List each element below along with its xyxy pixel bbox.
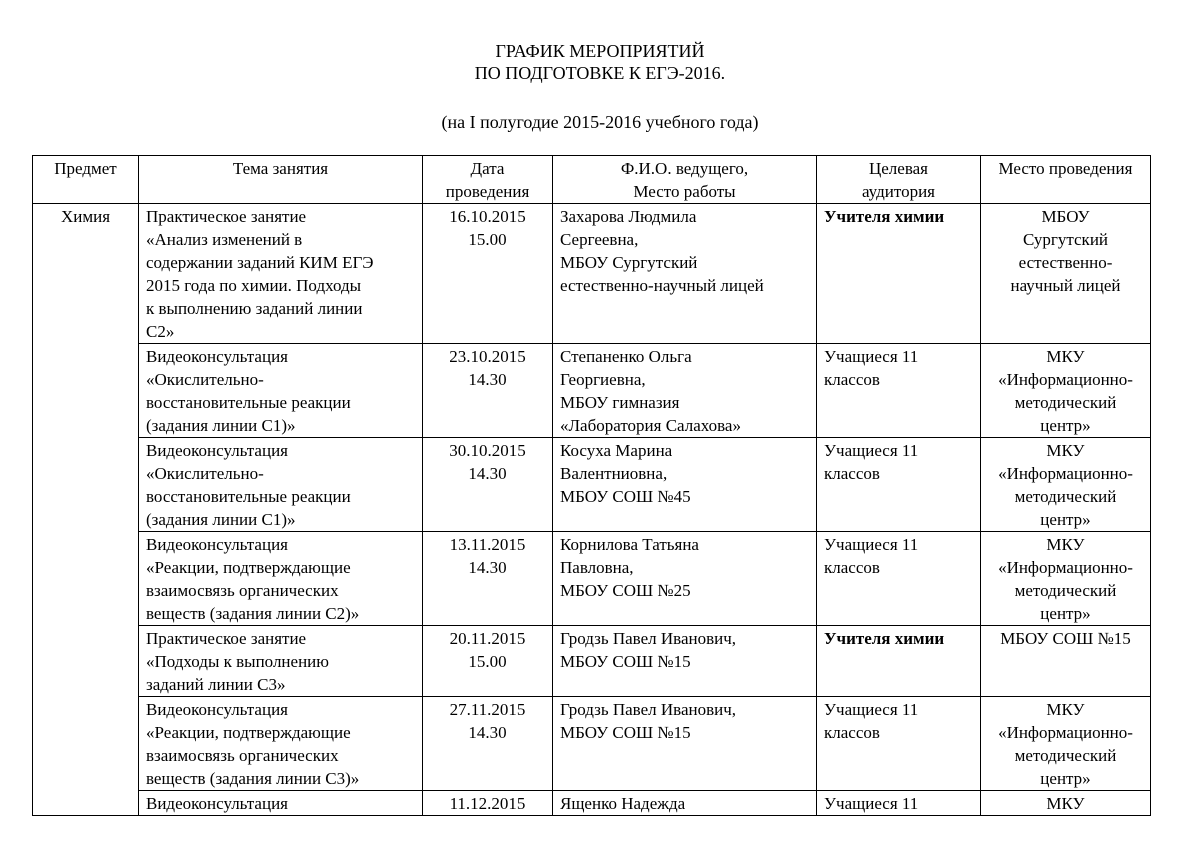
leader-cell: Гродзь Павел Иванович, МБОУ СОШ №15 (553, 626, 817, 697)
table-row (33, 204, 1151, 344)
topic-cell: Практическое занятие «Анализ изменений в содержании заданий КИМ ЕГЭ 2015 года по химии. Подходы к выполнению заданий линии С2» (139, 204, 423, 344)
audience-cell: Учащиеся 11 классов (817, 438, 981, 532)
audience-cell: Учителя химии (817, 626, 981, 697)
table-header-row (33, 156, 1151, 204)
header-leader: Ф.И.О. ведущего, Место работы (553, 156, 817, 204)
audience-cell: Учащиеся 11 классов (817, 532, 981, 626)
document-title-line-2: ПО ПОДГОТОВКЕ К ЕГЭ-2016. (474, 63, 726, 83)
header-date: Дата проведения (423, 156, 553, 204)
audience-cell: Учителя химии (817, 204, 981, 344)
date-cell: 20.11.2015 15.00 (423, 626, 553, 697)
place-cell: МКУ «Информационно- методический центр» (981, 697, 1151, 791)
place-cell: МКУ (981, 791, 1151, 816)
table-row (33, 344, 1151, 438)
place-cell: МКУ «Информационно- методический центр» (981, 438, 1151, 532)
date-cell: 27.11.2015 14.30 (423, 697, 553, 791)
leader-cell: Захарова Людмила Сергеевна, МБОУ Сургутский естественно-научный лицей (553, 204, 817, 344)
audience-cell: Учащиеся 11 классов (817, 344, 981, 438)
leader-cell: Корнилова Татьяна Павловна, МБОУ СОШ №25 (553, 532, 817, 626)
schedule-table (32, 155, 1151, 816)
topic-cell: Видеоконсультация (139, 791, 423, 816)
place-cell: МБОУ Сургутский естественно- научный лицей (981, 204, 1151, 344)
header-topic: Тема занятия (139, 156, 423, 204)
header-audience: Целевая аудитория (817, 156, 981, 204)
document-title-line-1: ГРАФИК МЕРОПРИЯТИЙ (495, 41, 705, 61)
document-subtitle: (на I полугодие 2015-2016 учебного года) (441, 112, 759, 132)
table-row (33, 791, 1151, 816)
date-cell: 30.10.2015 14.30 (423, 438, 553, 532)
table-row (33, 438, 1151, 532)
table-row (33, 626, 1151, 697)
leader-cell: Степаненко Ольга Георгиевна, МБОУ гимназия «Лаборатория Салахова» (553, 344, 817, 438)
place-cell: МКУ «Информационно- методический центр» (981, 532, 1151, 626)
audience-cell: Учащиеся 11 классов (817, 697, 981, 791)
subject-cell: Химия (33, 204, 139, 816)
header-place: Место проведения (981, 156, 1151, 204)
date-cell: 11.12.2015 (423, 791, 553, 816)
date-cell: 16.10.2015 15.00 (423, 204, 553, 344)
leader-cell: Ященко Надежда (553, 791, 817, 816)
table-row (33, 697, 1151, 791)
topic-cell: Видеоконсультация «Реакции, подтверждающие взаимосвязь органических веществ (задания линии С3)» (139, 697, 423, 791)
place-cell: МКУ «Информационно- методический центр» (981, 344, 1151, 438)
table-row (33, 532, 1151, 626)
place-cell: МБОУ СОШ №15 (981, 626, 1151, 697)
topic-cell: Видеоконсультация «Реакции, подтверждающие взаимосвязь органических веществ (задания линии С2)» (139, 532, 423, 626)
leader-cell: Гродзь Павел Иванович, МБОУ СОШ №15 (553, 697, 817, 791)
date-cell: 23.10.2015 14.30 (423, 344, 553, 438)
leader-cell: Косуха Марина Валентниовна, МБОУ СОШ №45 (553, 438, 817, 532)
audience-cell: Учащиеся 11 (817, 791, 981, 816)
topic-cell: Видеоконсультация «Окислительно- восстановительные реакции (задания линии С1)» (139, 344, 423, 438)
topic-cell: Практическое занятие «Подходы к выполнению заданий линии С3» (139, 626, 423, 697)
header-subject: Предмет (33, 156, 139, 204)
date-cell: 13.11.2015 14.30 (423, 532, 553, 626)
topic-cell: Видеоконсультация «Окислительно- восстановительные реакции (задания линии С1)» (139, 438, 423, 532)
